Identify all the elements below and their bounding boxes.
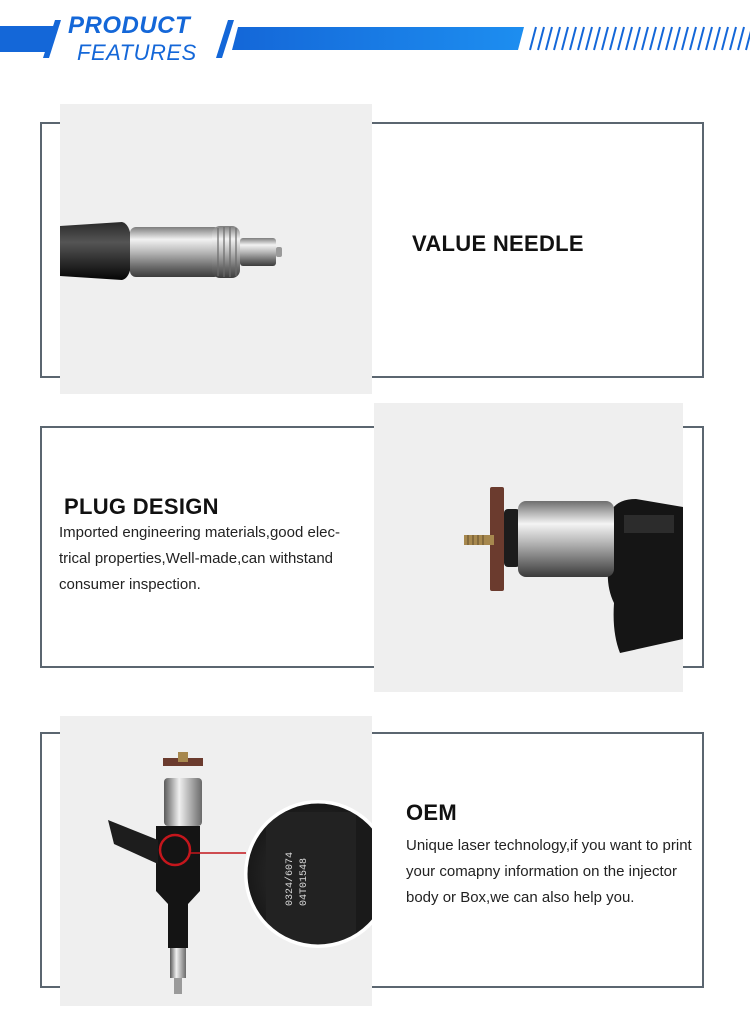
feature-description — [59, 520, 340, 598]
description-line: body or Box,we can also help you. — [406, 889, 635, 906]
zoom-code-1: 0324/6074 — [285, 851, 296, 906]
description-line: trical properties,Well-made,can withstand — [59, 550, 334, 567]
feature-heading: PLUG DESIGN — [64, 494, 219, 519]
description-line: Unique laser technology,if you want to print — [406, 837, 692, 854]
header-title-line1: PRODUCT — [68, 12, 191, 39]
feature-heading: OEM — [406, 800, 458, 825]
hatch-stripes — [530, 27, 750, 50]
injector-plug-illustration — [374, 403, 683, 692]
header-banner — [0, 0, 750, 70]
description-line: consumer inspection. — [59, 576, 201, 593]
description-line: Imported engineering materials,good elec- — [59, 524, 340, 541]
feature-heading: VALUE NEEDLE — [412, 231, 584, 256]
feature-description — [406, 833, 692, 911]
nozzle-photo — [60, 104, 372, 394]
oem-photo — [60, 716, 372, 1006]
description-line: your comapny information on the injector — [406, 863, 677, 880]
header-title-line2: FEATURES — [77, 40, 197, 65]
zoom-code-2: 04T01548 — [299, 857, 310, 906]
injector-nozzle-illustration — [60, 104, 372, 394]
injector-full-illustration — [60, 716, 372, 1006]
plug-photo — [374, 403, 683, 692]
